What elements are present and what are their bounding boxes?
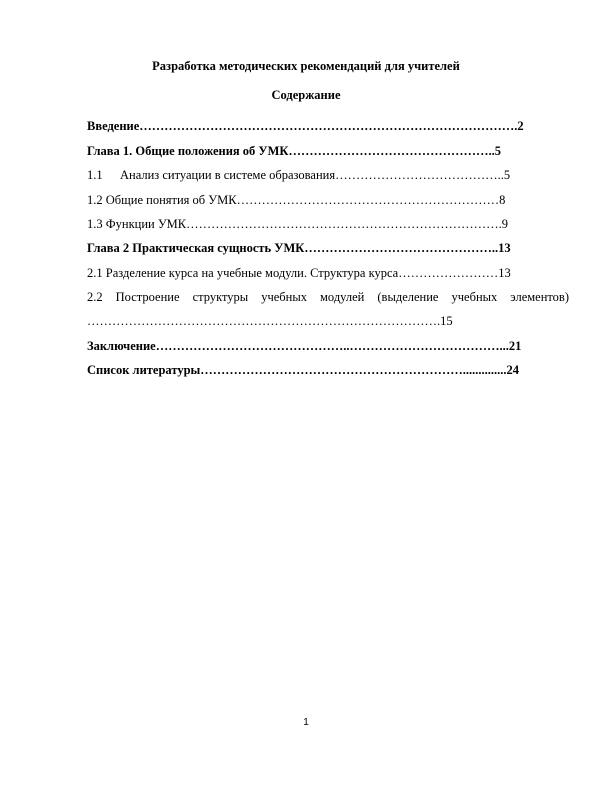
page-number: 1: [303, 717, 309, 728]
toc-entry-1-1-number: 1.1: [87, 168, 103, 182]
toc-entry-conclusion: Заключение………………………………………..………………………………...21: [87, 339, 522, 353]
toc-entry-2-1: 2.1 Разделение курса на учебные модули. Структура курса……………………13: [87, 266, 511, 280]
toc-entry-1-2: 1.2 Общие понятия об УМК………………………………………………………8: [87, 193, 506, 207]
toc-entry-1-1: [87, 168, 510, 183]
document-heading: Разработка методических рекомендаций для учителей: [152, 59, 460, 73]
toc-entry-chapter-1: Глава 1. Общие положения об УМК…………………………………………..5: [87, 144, 501, 158]
toc-entry-chapter-2: Глава 2 Практическая сущность УМК………………………………………..13: [87, 241, 511, 255]
toc-entry-introduction: Введение……………………………………………………………………………….2: [87, 119, 524, 133]
toc-entry-2-2: 2.2 Построение структуры учебных модулей (выделение учебных элементов): [87, 290, 569, 304]
toc-entry-1-3: 1.3 Функции УМК………………………………………………………………….9: [87, 217, 509, 231]
toc-entry-references: Список литературы………………………………………………………..............24: [87, 363, 520, 377]
toc-entry-1-1-label: Анализ ситуации в системе образования…………………………………..5: [120, 168, 511, 182]
toc-title: Содержание: [271, 88, 341, 102]
toc-entry-2-2-leader: ………………………………………………………………………….15: [87, 314, 453, 328]
